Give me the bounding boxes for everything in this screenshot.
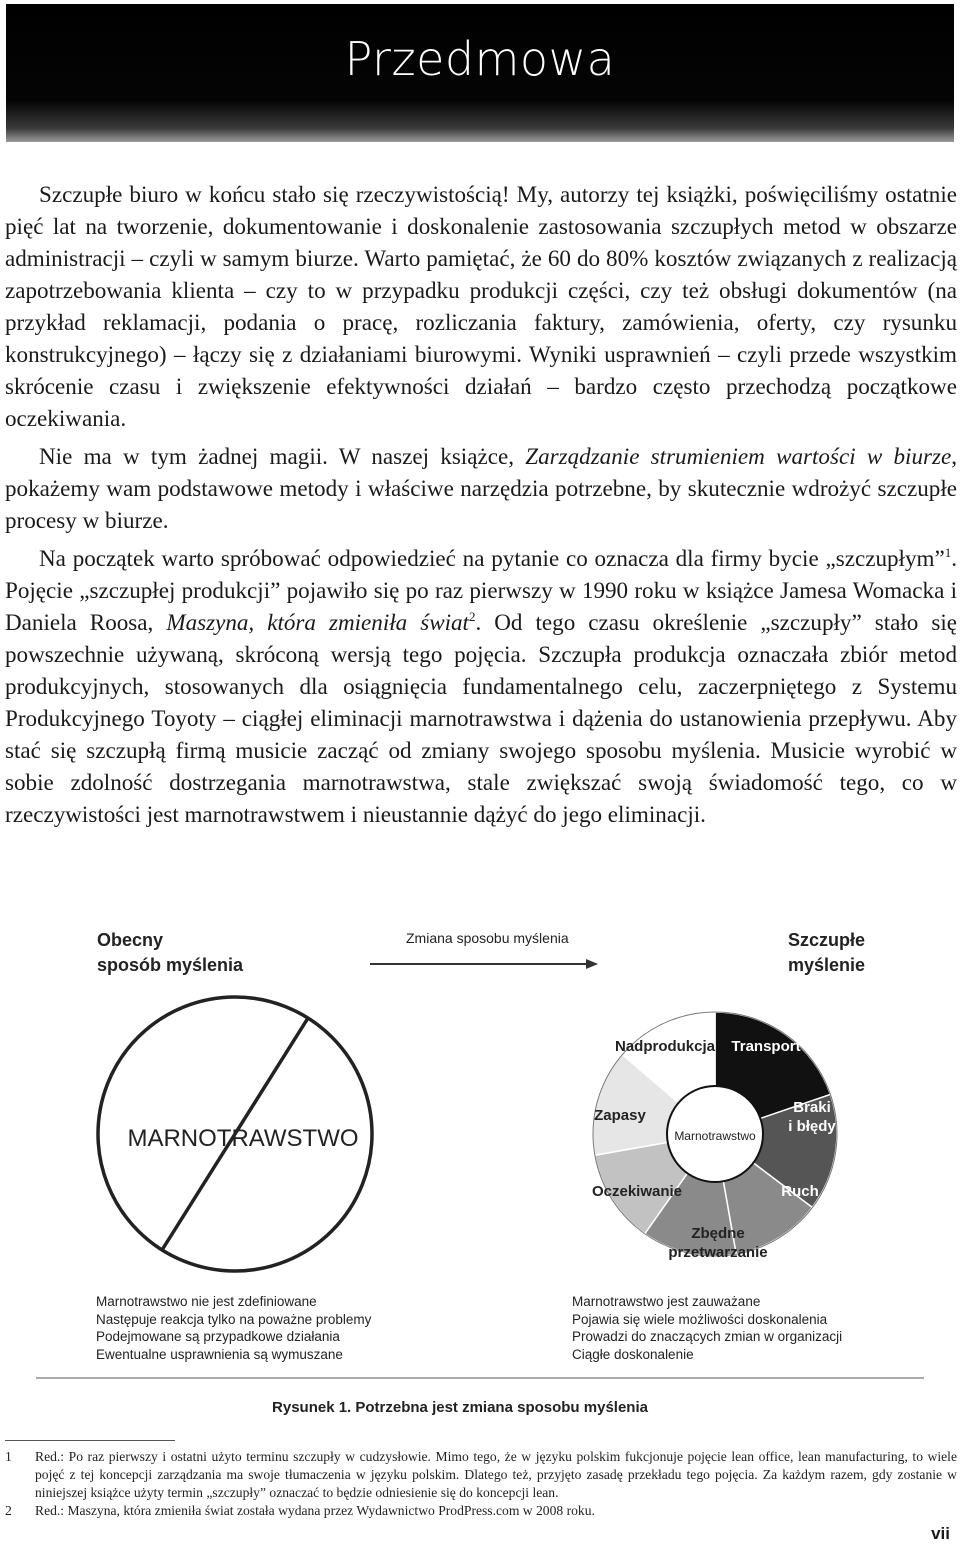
waste-circle-label: MARNOTRAWSTWO: [127, 1125, 359, 1152]
page-number: vii: [931, 1524, 950, 1543]
label-center: Marnotrawstwo: [674, 1129, 756, 1143]
paragraph-1: Szczupłe biuro w końcu stało się rzeczywistością! My, autorzy tej książki, poświęciliśmy ostatnie pięć lat na tworzenie, dokumentowanie i doskonalenie zastosowania szczupłych metod w obszarze administracji – czyli w samym biurze. Warto pamiętać, że 60 do 80% kosztów związanych z realizacją zapotrzebowania klienta – czy to w przypadku produkcji części, czy też obsługi dokumentów (na przykład reklamacji, podania o pracę, rozliczania faktury, zamówienia, oferty, czy rysunku konstrukcyjnego) – łączy się z działaniami biurowymi. Wyniki usprawnień – czyli przede wszystkim skrócenie czasu i zwiększenie efektywności działań – bardzo często przechodzą początkowe oczekiwania.: [5, 181, 957, 431]
paragraph-3: [5, 542, 957, 830]
paragraph-2-start: Nie ma w tym żadnej magii. W naszej książce,: [39, 443, 526, 469]
body-text: [5, 178, 957, 830]
footnote-ref-1[interactable]: 1: [944, 545, 952, 560]
label-nadprodukcja: Nadprodukcja: [614, 1038, 716, 1055]
paragraph-2-end: , pokażemy wam podstawowe metody i właściwe narzędzia potrzebne, by skutecznie wdrożyć szczupłe procesy w biurze.: [5, 443, 957, 533]
label-zbedne-1: Zbędne: [691, 1225, 745, 1242]
label-zbedne-2: przetwarzanie: [668, 1244, 768, 1261]
paragraph-3-part-d: . Od tego czasu określenie „szczupły” stało się powszechnie używaną, skróconą wersją tego pojęcia. Szczupła produkcja oznaczała zbiór metod produkcyjnych, stosowanych dla osiągnięcia fundamentalnego celu, zaczerpniętego z Systemu Produkcyjnego Toyoty – ciągłej eliminacji marnotrawstwa i dążenia do ustanowienia przepływu. Aby stać się szczupłą firmą musicie zacząć od zmiany swojego sposobu myślenia. Musicie wyrobić w sobie zdolność dostrzegania marnotrawstwa, stale zwiększać swoją świadomość tego, co w rzeczywistości jest marnotrawstwem i nieustannie dążyć do jego eliminacji.: [5, 609, 957, 827]
label-braki-1: Braki: [793, 1099, 831, 1116]
label-transport: Transport: [731, 1038, 801, 1055]
footnote-1: [5, 1448, 957, 1502]
footnote-text: Red.: Po raz pierwszy i ostatni użyto terminu szczupły w cudzysłowie. Mimo tego, że w języku polskim fukcjonuje pojęcie lean office, lean manufacturing, to wiele pojęć z tej koncepcji zarządzania ma swoje tłumaczenia w języku polskim. Dlatego też, przyjęto zasadę przekładu tego pojęcia. Za każdym razem, gdy zostanie w niniejszej książce użyty termin „szczupły” oznaczać to będzie odniesienie się do koncepcji lean.: [35, 1449, 957, 1500]
footnote-text: Red.: Maszyna, która zmieniła świat została wydana przez Wydawnictwo ProdPress.com w 2008 roku.: [35, 1503, 595, 1518]
right-list-item: Pojawia się wiele możliwości doskonalenia: [572, 1311, 828, 1327]
right-heading-line-1: Szczupłe: [788, 930, 866, 950]
footnote-number: 2: [5, 1503, 12, 1518]
chapter-header: [6, 4, 954, 142]
figure-caption: Rysunek 1. Potrzebna jest zmiana sposobu myślenia: [272, 1399, 648, 1416]
right-list-item: Ciągłe doskonalenie: [572, 1346, 694, 1362]
label-oczekiwanie: Oczekiwanie: [591, 1183, 683, 1200]
right-list-item: Prowadzi do znaczących zmian w organizacji: [572, 1329, 843, 1344]
left-heading-line-1: Obecny: [97, 930, 164, 950]
paragraph-3-part-a: Na początek warto spróbować odpowiedzieć na pytanie co oznacza dla firmy bycie „szczupłym”: [39, 545, 945, 571]
book-title: Zarządzanie strumieniem wartości w biurze: [525, 443, 952, 469]
arrow-label: Zmiana sposobu myślenia: [406, 930, 569, 946]
left-list-item: Podejmowane są przypadkowe działania: [96, 1329, 340, 1344]
footnote-number: 1: [5, 1449, 12, 1464]
right-heading-line-2: myślenie: [788, 955, 866, 975]
chapter-title: Przedmowa: [344, 32, 616, 86]
label-braki-2: i błędy: [788, 1118, 836, 1135]
left-list-item: Następuje reakcja tylko na poważne problemy: [96, 1311, 372, 1327]
footnote-2: [5, 1502, 957, 1520]
cited-book-title: Maszyna, która zmieniła świat: [166, 609, 469, 635]
right-list-item: Marnotrawstwo jest zauważane: [572, 1294, 761, 1309]
footnote-ref-2[interactable]: 2: [468, 609, 476, 624]
arrow-head-icon: [586, 959, 598, 969]
left-list-item: Ewentualne usprawnienia są wymuszane: [96, 1346, 343, 1362]
label-zapasy: Zapasy: [594, 1107, 646, 1124]
right-list: [572, 1293, 842, 1363]
left-list: [96, 1293, 371, 1363]
footnotes: [5, 1448, 957, 1520]
footnote-separator: [5, 1440, 175, 1441]
figure-1: [0, 910, 960, 1430]
left-list-item: Marnotrawstwo nie jest zdefiniowane: [96, 1294, 317, 1309]
paragraph-2: [5, 440, 957, 536]
label-ruch: Ruch: [781, 1183, 819, 1200]
left-heading-line-2: sposób myślenia: [97, 955, 244, 975]
paragraph-3-part-b: . Pojęcie „szczupłej produkcji” pojawiło się po raz pierwszy w 1990 roku w książce Jamesa Womacka i Daniela Roosa,: [5, 545, 957, 635]
